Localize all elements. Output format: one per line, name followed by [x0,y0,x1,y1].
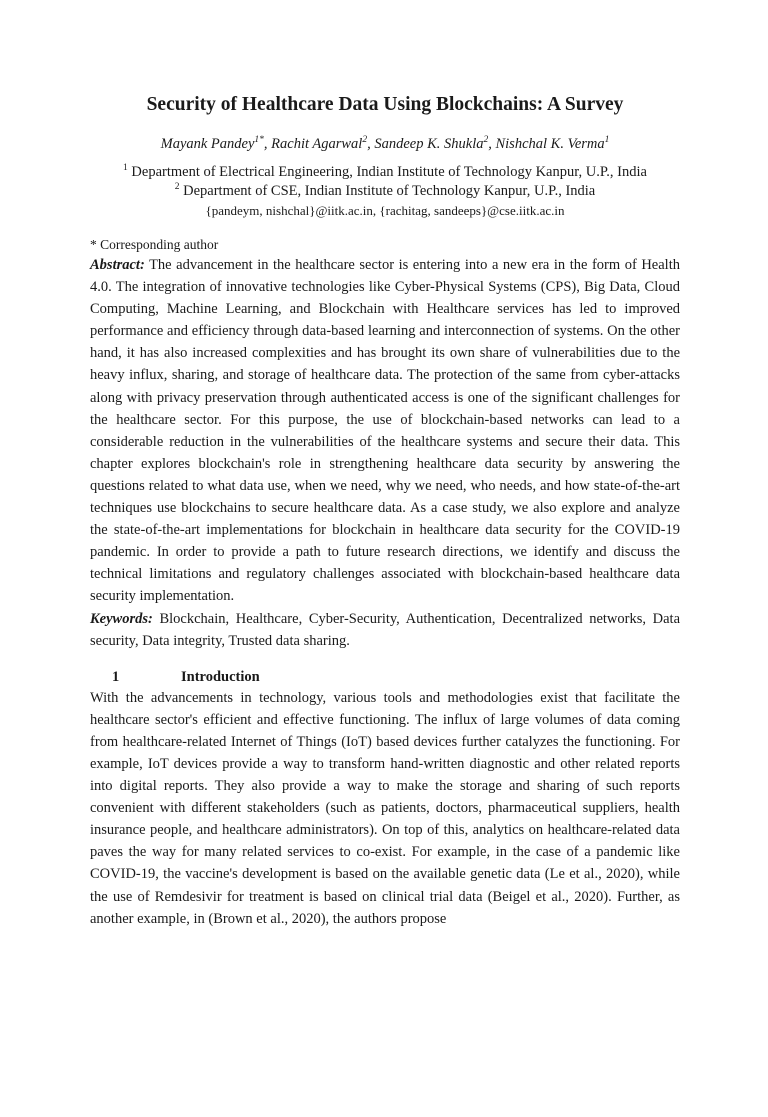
author: Mayank Pandey$^{1*}$, [160,135,272,152]
corresponding-author-note: * Corresponding author [90,237,219,252]
abstract [90,254,680,608]
section-title: Introduction [181,668,260,685]
paper-page [0,93,768,1117]
affiliation: $^2$ Department of CSE, Indian Institute of Technology Kanpur, U.P., India [174,182,596,199]
author-emails: {pandeym, nishchal}@iitk.ac.in, {rachitag, sandeeps}@cse.iitk.ac.in [205,203,565,218]
author: Sandeep K. Shukla$^2$, [374,135,496,152]
author: Rachit Agarwal$^2$, [271,135,375,152]
abstract-label: Abstract: [90,257,145,273]
abstract-text: The advancement in the healthcare sector is entering into a new era in the form of Health 4.0. The integration of innovative technologies like Cyber-Physical Systems (CPS), Big Data, Cloud Computing, Machine Learning, and Blockchain with Healthcare services has led to improved performance and efficiency through data-based learning and interconnection of systems. On the other hand, it has also increased complexities and has brought its own share of vulnerabilities due to the heavy influx, sharing, and storage of healthcare data. The protection of the same from cyber-attacks along with privacy preservation through authenticated access is one of the significant challenges for the healthcare sector. For this purpose, the use of blockchain-based networks can lead to a considerable reduction in the vulnerabilities of the healthcare systems and secure their data. This chapter explores blockchain's role in strengthening healthcare data security by answering the questions related to what data use, when we need, why we need, who needs, and how state-of-the-art techniques use blockchains to secure healthcare data. As a case study, we also explore and analyze the state-of-the-art implementations for blockchain in healthcare data security for the COVID-19 pandemic. In order to provide a path to future research directions, we identify and discuss the technical limitations and regulatory challenges associated with blockchain-based healthcare data security implementation. [90,257,680,605]
keywords-label: Keywords: [90,610,153,627]
affiliation: $^1$ Department of Electrical Engineering, Indian Institute of Technology Kanpur, U.P., India [123,163,647,180]
paper-title: Security of Healthcare Data Using Blockchains: A Survey [146,94,624,115]
section-heading [90,667,680,687]
author-list [90,134,680,154]
keywords [90,608,680,652]
author: Nishchal K. Verma$^1$ [495,135,610,152]
section-number: 1 [112,668,120,685]
keywords-text: Blockchain, Healthcare, Cyber-Security, Authentication, Decentralized networks, Data security, Data integrity, Trusted data sharing. [90,610,681,649]
introduction-paragraph: With the advancements in technology, various tools and methodologies exist that facilitate the healthcare sector's efficient and effective functioning. The influx of large volumes of data coming from healthcare-related Internet of Things (IoT) based devices further catalyzes the functioning. For example, IoT devices provide a way to transform hand-written diagnostic and other related reports into digital reports. They also provide a way to make the storage and sharing of such reports convenient with different stakeholders (such as patients, doctors, pharmaceutical suppliers, health insurance people, and healthcare administrators). On top of this, analytics on healthcare-related data paves the way for many related services to co-exist. For example, in the case of a pandemic like COVID-19, the vaccine's development is based on the available genetic data (Le et al., 2020), while the use of Remdesivir for treatment is based on clinical trial data (Beigel et al., 2020). Further, as another example, in (Brown et al., 2020), the authors propose [90,689,680,927]
